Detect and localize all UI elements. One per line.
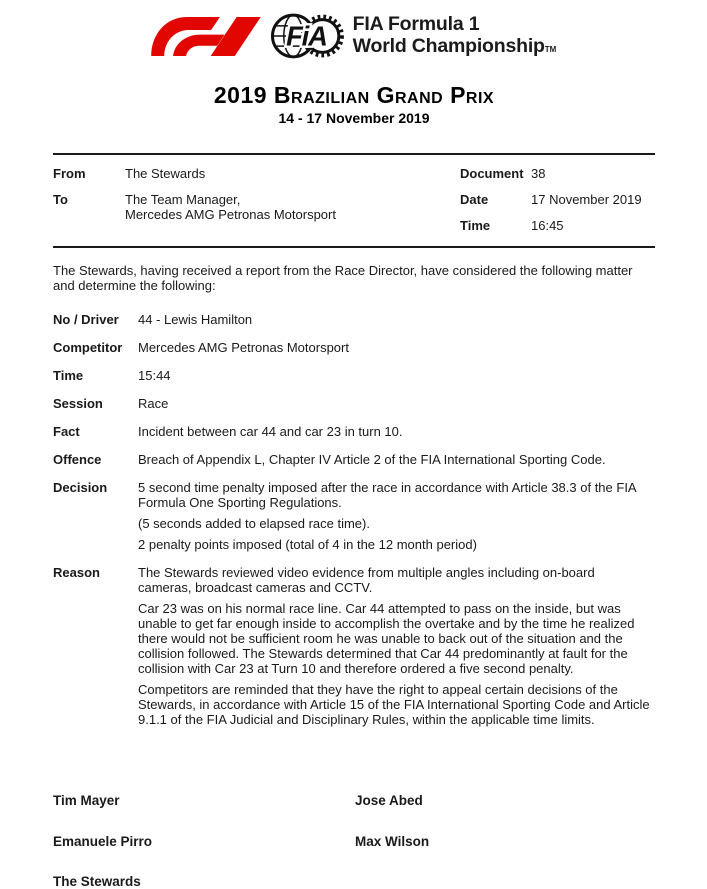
to-value	[125, 192, 460, 222]
fia-logo-text: FiA	[285, 20, 327, 52]
field-paragraph: Mercedes AMG Petronas Motorsport	[138, 340, 349, 355]
signature-name: Tim Mayer	[53, 793, 120, 808]
field-value-time	[138, 368, 650, 383]
to-value-line1: The Team Manager,	[125, 192, 241, 207]
document-number: 38	[531, 166, 546, 181]
time-label: Time	[460, 218, 491, 233]
field-label-competitor: Competitor	[53, 340, 123, 355]
document-content	[0, 82, 707, 889]
fia-wordmark-line1: FIA Formula 1	[352, 13, 480, 36]
field-paragraph: Breach of Appendix L, Chapter IV Article 2 of the FIA International Sporting Code.	[138, 452, 606, 467]
field-paragraph: Incident between car 44 and car 23 in turn 10.	[138, 424, 403, 439]
page-title: 2019 Brazilian Grand Prix	[213, 82, 495, 108]
field-label-decision: Decision	[53, 480, 108, 495]
date-value: 17 November 2019	[531, 192, 642, 207]
field-row-fact	[53, 424, 655, 439]
decision-fields	[53, 312, 655, 727]
field-paragraph: 5 second time penalty imposed after the race in accordance with Article 38.3 of the FIA Formula One Sporting Regulations.	[138, 480, 636, 510]
meta-row-to	[53, 192, 460, 222]
field-row-no-driver	[53, 312, 655, 327]
field-value-no-driver	[138, 312, 650, 327]
field-value-reason	[138, 565, 650, 727]
field-row-session	[53, 396, 655, 411]
fia-wordmark	[353, 14, 557, 58]
field-value-fact	[138, 424, 650, 439]
meta-row-date	[460, 192, 655, 207]
meta-left-column	[53, 166, 460, 233]
field-label-session: Session	[53, 396, 103, 411]
trademark-symbol: TM	[544, 45, 557, 54]
field-label-time: Time	[53, 368, 84, 383]
field-label-offence: Offence	[53, 452, 102, 467]
field-paragraph: Competitors are reminded that they have the right to appeal certain decisions of the Stewards, in accordance with Article 15 of the FIA International Sporting Code and Article 9.1.1 of the FIA Judicial and Disciplinary Rules, within the applicable time limits.	[138, 682, 650, 727]
field-row-decision	[53, 480, 655, 552]
time-value: 16:45	[531, 218, 564, 233]
document-header	[0, 0, 707, 62]
signatures-grid	[53, 793, 655, 849]
meta-right-column	[460, 166, 655, 233]
field-paragraph: The Stewards reviewed video evidence from multiple angles including on-board cameras, broadcast cameras and CCTV.	[138, 565, 595, 595]
field-value-offence	[138, 452, 650, 467]
meta-row-from	[53, 166, 460, 181]
field-value-decision	[138, 480, 650, 552]
field-value-competitor	[138, 340, 650, 355]
signatures-footer: The Stewards	[53, 874, 141, 889]
f1-logo-icon	[151, 17, 261, 56]
meta-row-time	[460, 218, 655, 233]
field-label-no-driver: No / Driver	[53, 312, 119, 327]
field-paragraph: Race	[138, 396, 169, 411]
from-label: From	[53, 166, 86, 181]
signatures-section	[53, 793, 655, 889]
field-paragraph: 44 - Lewis Hamilton	[138, 312, 253, 327]
field-value-session	[138, 396, 650, 411]
signature-name: Emanuele Pirro	[53, 834, 153, 849]
from-value: The Stewards	[125, 166, 206, 181]
fia-logo-icon	[269, 11, 345, 61]
intro-paragraph: The Stewards, having received a report from the Race Director, have considered the following matter and determine the following:	[53, 263, 633, 293]
field-row-time	[53, 368, 655, 383]
to-label: To	[53, 192, 68, 207]
field-label-fact: Fact	[53, 424, 80, 439]
field-row-competitor	[53, 340, 655, 355]
field-row-offence	[53, 452, 655, 467]
field-paragraph: 2 penalty points imposed (total of 4 in the 12 month period)	[138, 537, 477, 552]
to-value-line2: Mercedes AMG Petronas Motorsport	[125, 207, 336, 222]
document-label: Document	[460, 166, 524, 181]
field-paragraph: 15:44	[138, 368, 171, 383]
field-row-reason	[53, 565, 655, 727]
field-label-reason: Reason	[53, 565, 100, 580]
field-paragraph: Car 23 was on his normal race line. Car 44 attempted to pass on the inside, but was unable to get far enough inside to accomplish the overtake and by the time he realized there would not be sufficient room he was unable to back out of the situation and the collision followed. The Stewards determined that Car 44 predominantly at fault for the collision with Car 23 at Turn 10 and therefore ordered a five second penalty.	[138, 601, 635, 676]
date-label: Date	[460, 192, 489, 207]
signature-name: Max Wilson	[355, 834, 430, 849]
signature-name: Jose Abed	[355, 793, 423, 808]
fia-wordmark-line2: World ChampionshipTM	[352, 35, 557, 57]
meta-section	[53, 153, 655, 248]
event-dates: 14 - 17 November 2019	[278, 110, 430, 126]
field-paragraph: (5 seconds added to elapsed race time).	[138, 516, 370, 531]
meta-row-document	[460, 166, 655, 181]
